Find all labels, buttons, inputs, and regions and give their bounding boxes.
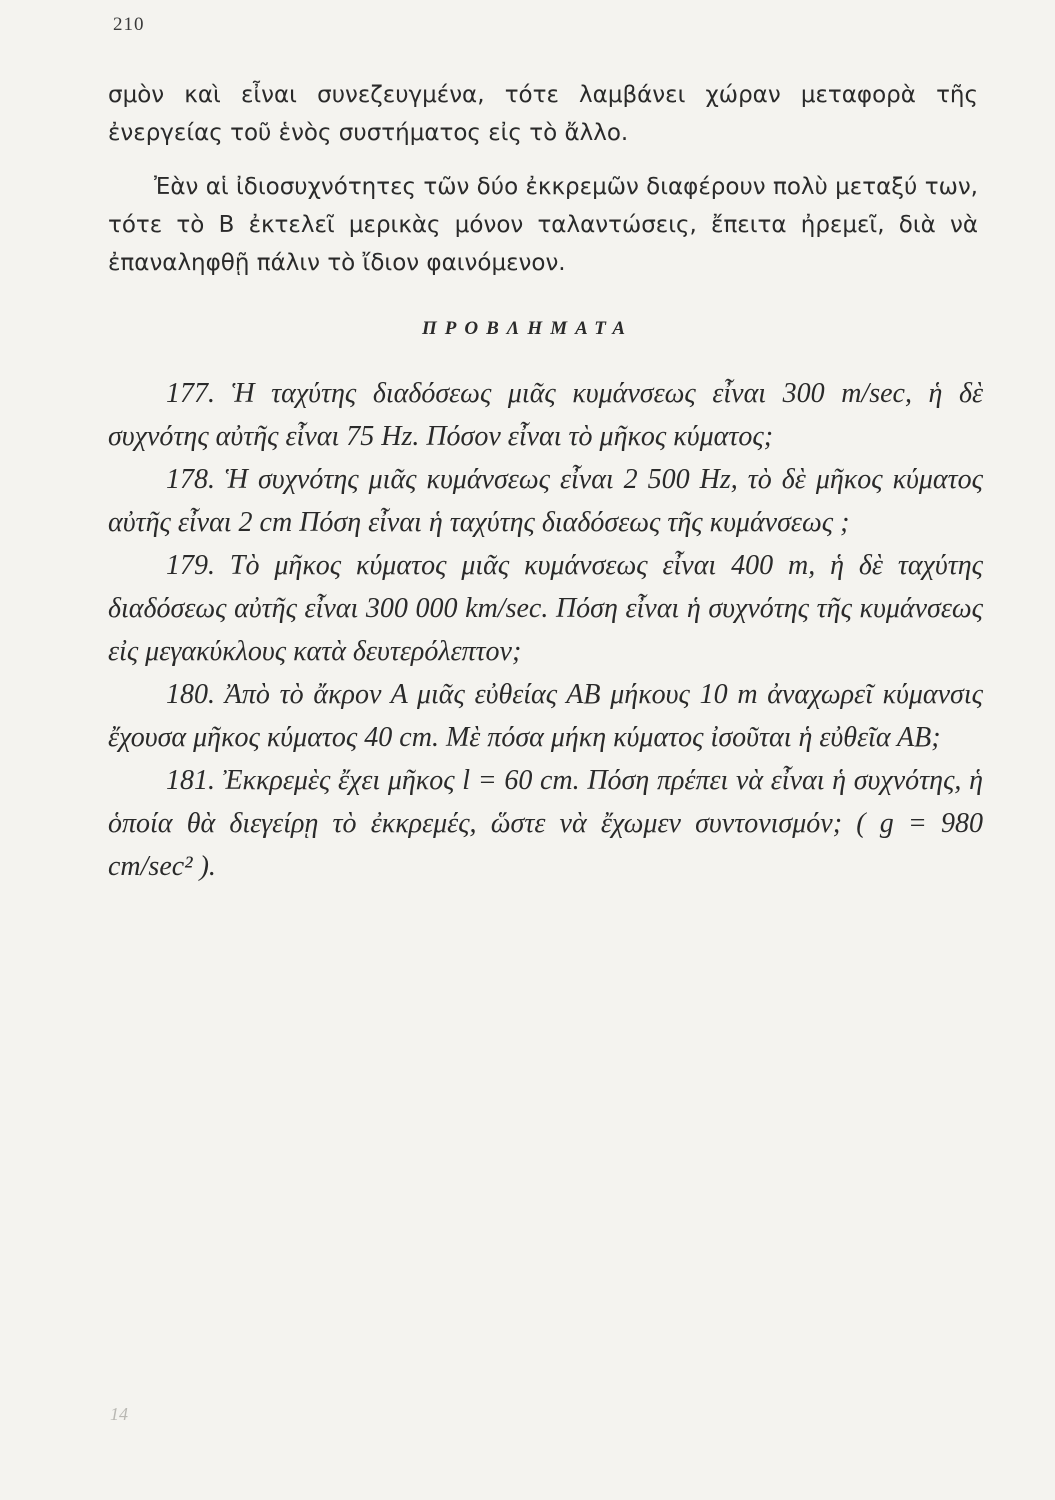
problem-number: 180.	[166, 679, 215, 710]
problem-text: Ἡ συχνότης μιᾶς κυμάνσεως εἶναι 2 500 Hz, τὸ δὲ μῆκος κύματος αὐτῆς εἶναι 2 cm Πόση εἶναι ἡ ταχύτης διαδόσεως τῆς κυμάνσεως ;	[108, 464, 984, 538]
footer-signature-mark: 14	[110, 1404, 128, 1424]
problem-item	[108, 372, 983, 458]
page-number: 210	[113, 14, 145, 35]
problems-heading: ΠΡΟΒΛΗΜΑΤΑ	[421, 318, 633, 339]
problem-text: Ἀπὸ τὸ ἄκρον Α μιᾶς εὐθείας ΑΒ μήκους 10 m ἀναχωρεῖ κύμανσις ἔχουσα μῆκος κύματος 40 cm. Μὲ πόσα μήκη κύματος ἰσοῦται ἡ εὐθεῖα ΑΒ;	[108, 679, 984, 753]
problem-item	[108, 673, 983, 759]
problem-item	[108, 759, 983, 888]
problem-number: 181.	[166, 765, 215, 796]
problem-text: Ἡ ταχύτης διαδόσεως μιᾶς κυμάνσεως εἶναι 300 m/sec, ἡ δὲ συχνότης αὐτῆς εἶναι 75 Hz. Πόσον εἶναι τὸ μῆκος κύματος;	[108, 378, 984, 452]
problem-text: Ἐκκρεμὲς ἔχει μῆκος l = 60 cm. Πόση πρέπει νὰ εἶναι ἡ συχνότης, ἡ ὁποία θὰ διεγείρῃ τὸ ἐκκρεμές, ὥστε νὰ ἔχωμεν συντονισμόν; ( g = 980 cm/sec² ).	[108, 765, 984, 882]
problems-list	[108, 372, 983, 888]
problem-item	[108, 544, 983, 673]
body-paragraph-1: σμὸν καὶ εἶναι συνεζευγμένα, τότε λαμβάνει χώραν μεταφορὰ τῆς ἐνεργείας τοῦ ἑνὸς συστήματος εἰς τὸ ἄλλο.	[108, 82, 978, 146]
problem-number: 178.	[166, 464, 215, 495]
problem-text: Τὸ μῆκος κύματος μιᾶς κυμάνσεως εἶναι 400 m, ἡ δὲ ταχύτης διαδόσεως αὐτῆς εἶναι 300 000 km/sec. Πόση εἶναι ἡ συχνότης τῆς κυμάνσεως εἰς μεγακύκλους κατὰ δευτερόλεπτον;	[108, 550, 984, 667]
problem-number: 177.	[166, 378, 215, 409]
body-paragraph-2: Ἐὰν αἱ ἰδιοσυχνότητες τῶν δύο ἐκκρεμῶν διαφέρουν πολὺ μεταξύ των, τότε τὸ Β ἐκτελεῖ μερικὰς μόνον ταλαντώσεις, ἔπειτα ἠρεμεῖ, διὰ νὰ ἐπαναληφθῇ πάλιν τὸ ἴδιον φαινόμενον.	[108, 174, 978, 276]
problem-item	[108, 458, 983, 544]
problem-number: 179.	[166, 550, 215, 581]
